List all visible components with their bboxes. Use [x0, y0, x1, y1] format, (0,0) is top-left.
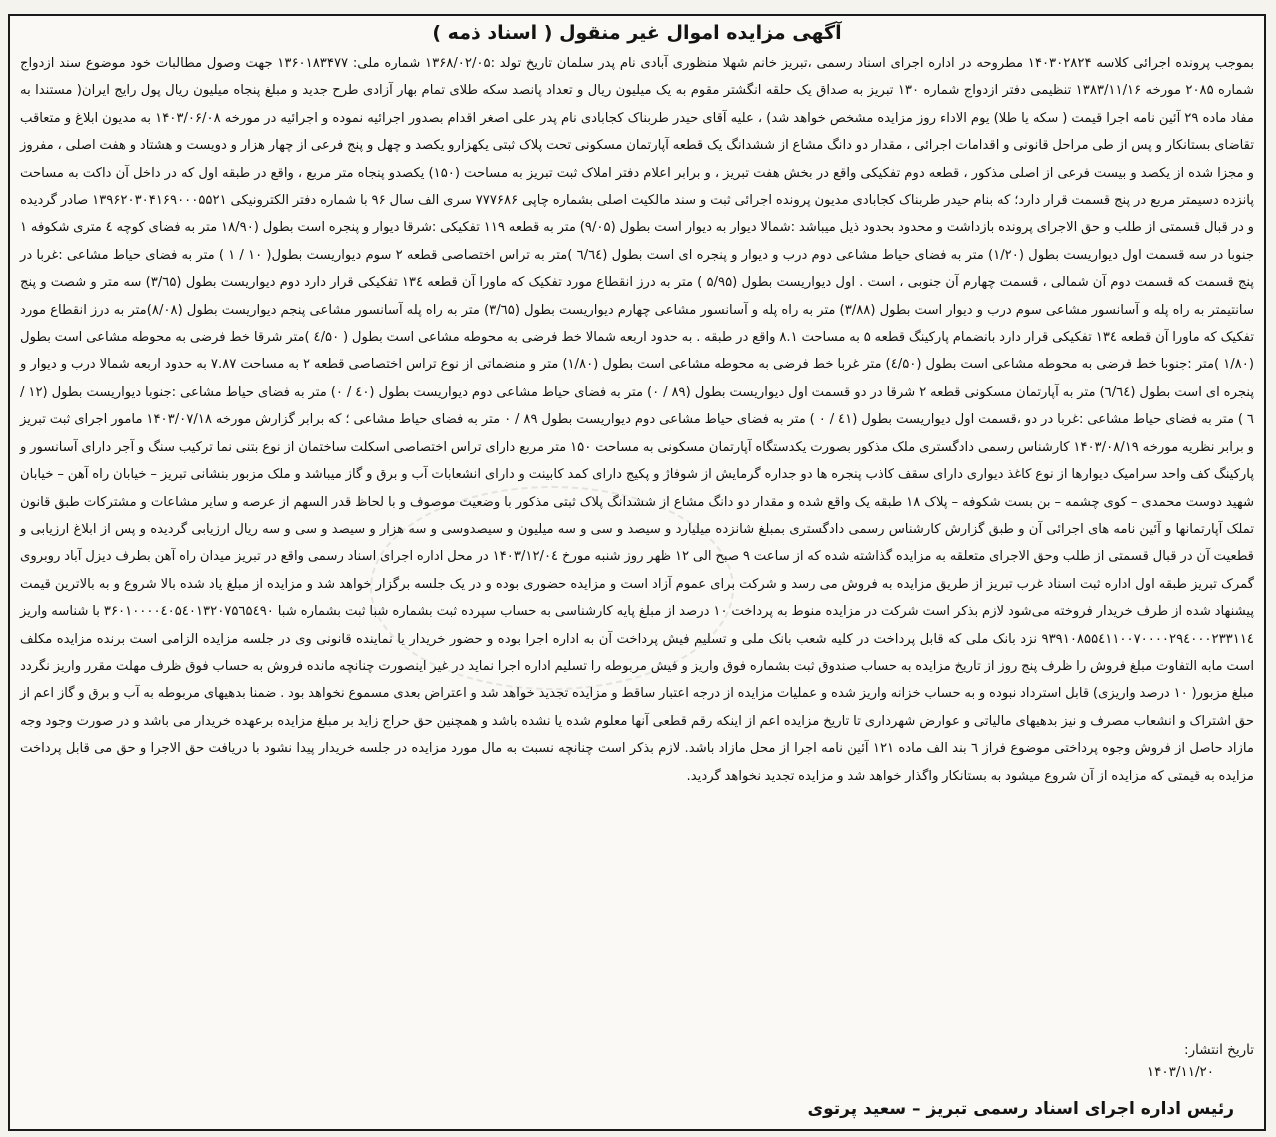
auction-notice: [8, 14, 1266, 1131]
publication-date-label: تاریخ انتشار:: [1184, 1042, 1254, 1058]
publication-date: [1147, 1039, 1254, 1083]
notice-title: آگهی مزایده اموال غیر منقول ( اسناد ذمه ): [432, 22, 842, 44]
signature-line: رئیس اداره اجرای اسناد رسمی تبریز – سعید پرتوی: [807, 1099, 1234, 1119]
publication-date-value: ۱۴۰۳/۱۱/۲۰: [1146, 1064, 1214, 1080]
notice-body: بموجب پرونده اجرائی کلاسه ۱۴۰۳۰۲۸۲۴ مطروحه در اداره اجرای اسناد رسمی ،تبریز خانم شهلا منظوری آبادی نام پدر سلمان تاریخ تولد :۱۳۶۸/۰۲/۰۵ شماره ملی: ۱۳۶۰۱۸۳۴۷۷ جهت وصول مطالبات خود موضوع سند ازدواج شماره ۲۰۸۵ مورخه ۱۳۸۳/۱۱/۱۶ تنظیمی دفتر ازدواج شماره ۱۳۰ تبریز به صداق یک حلقه انگشتر مقوم به یک میلیون ریال و تعداد پانصد سکه طلای تمام بهار آزادی طرح جدید و مبلغ پنجاه میلیون ریال پول رایج ایران( مستندا به مفاد ماده ۲۹ آئین نامه اجرا قیمت ( سکه یا طلا) یوم الاداء روز مزایده مشخص خواهد شد) ، علیه آقای حیدر طربناک کجابادی نام پدر علی اصغر اقدام بصدور اجرائیه نموده و اجرائیه در مورخه ۱۴۰۳/۰۶/۰۸ به مدیون ابلاغ و متعاقب تقاضای بستانکار و پس از طی مراحل قانونی و اقدامات اجرائی ، مقدار دو دانگ مشاع از ششدانگ یک قطعه آپارتمان مسکونی تحت پلاک ثبتی یکهزارو یکصد و چهل و پنج فرعی از چهار هزار و دویست و هشتاد و هفت اصلی ، مفروز و مجزا شده از یکصد و بیست فرعی از اصلی مذکور ، قطعه دوم تفکیکی واقع در بخش هفت تبریز ، و برابر اعلام دفتر املاک ثبت تبریز به مساحت (۱۵۰) یکصدو پنجاه متر مربع ، واقع در طبقه اول که در داخل آن داکت به مساحت پانزده دسیمتر مربع در پنج قسمت قرار دارد؛ که بنام حیدر طربناک کجابادی مدیون پرونده اجرائی ثبت و سند مالکیت اصلی بشماره چاپی ۷۷۷۶۸۶ سری الف سال ۹۶ با شماره دفتر الکترونیکی ۱۳۹۶۲۰۳۰۴۱۶۹۰۰۰۵۵۲۱ صادر گردیده و در قبال قسمتی از طلب و حق الاجرای پرونده بازداشت و محدود بحدود ذیل میباشد :شمالا دیوار به دیوار است بطول (۹/۰۵) متر به قطعه ۱۱۹ تفکیکی :شرقا دیوار و پنجره است بطول (۱۸/۹۰ متر به فضای کوچه ٤ متری شکوفه ۱ جنوبا در سه قسمت اول دیواریست بطول (۱/۲۰) متر به فضای حیاط مشاعی دوم درب و دیوار و پنجره ای است بطول (٦/٦٤ )متر به تراس اختصاصی قطعه ۲ سوم دیواریست بطول( ۱۰ / ۱ ) متر به فضای حیاط مشاعی :غربا در پنج قسمت که قسمت دوم آن شمالی ، قسمت چهارم آن جنوبی ، است . اول دیواریست بطول (۵/۹۵ ) متر به درز انقطاع مورد تفکیک که ماورا آن قطعه ۱۳٤ تفکیکی قرار دارد دوم دیواریست بطول (۳/٦۵) سه متر و شصت و پنج سانتیمتر به راه پله و آسانسور مشاعی سوم درب و دیوار است بطول (۳/۸۸) متر به راه پله و آسانسور مشاعی چهارم دیواریست بطول (۳/٦۵) متر به راه پله آسانسور مشاعی پنجم دیواریست بطول (۸/۰۸)متر به درز انقطاع مورد تفکیک که ماورا آن قطعه ۱۳٤ تفکیکی قرار دارد بانضمام پارکینگ قطعه ۵ به مساحت ۸.۱ واقع در طبقه . به حدود اربعه شمالا خط فرضی به محوطه مشاعی است بطول ( ٤/۵۰ )متر شرقا خط فرضی به محوطه مشاعی است بطول (۱/۸۰ )متر :جنوبا خط فرضی به محوطه مشاعی است بطول (٤/۵۰) متر غربا خط فرضی به محوطه مشاعی است بطول (۱/۸۰) متر و منضماتی از نوع تراس اختصاصی قطعه ۲ به مساحت ۷.۸۷ به حدود اربعه شمالا درب و دیوار و پنجره ای است بطول (٦/٦٤) متر به آپارتمان مسکونی قطعه ۲ شرقا در دو قسمت اول دیواریست بطول (۸۹ / ۰) متر به فضای حیاط مشاعی دوم دیواریست بطول (٤۰ / ۰) متر به فضای حیاط مشاعی :جنوبا دیواریست بطول (۱۲ / ٦ ) متر به فضای حیاط مشاعی :غربا در دو ،قسمت اول دیواریست بطول (٤۱ / ۰ ) متر به فضای حیاط مشاعی دوم دیواریست بطول ۸۹ / ۰ متر به فضای حیاط مشاعی ؛ که برابر گزارش مورخه ۱۴۰۳/۰۷/۱۸ مامور اجرای ثبت تبریز و برابر نظریه مورخه ۱۴۰۳/۰۸/۱۹ کارشناس رسمی دادگستری ملک مذکور بصورت یکدستگاه آپارتمان مسکونی به مساحت ۱۵۰ متر مربع دارای تراس اختصاصی اسکلت ساختمان از نوع بتنی نما ترکیب سنگ و آجر دارای آسانسور و پارکینگ کف واحد سرامیک دیوارها از نوع کاغذ دیواری دارای سقف کاذب پنجره ها دو جداره گرمایش از شوفاژ و پکیج دارای کمد کابینت و دارای انشعابات آب و برق و گاز میباشد و ملک مزبور بنشانی تبریز – خیابان راه آهن – خیابان شهید دوست محمدی – کوی چشمه – بن بست شکوفه – پلاک ۱۸ طبقه یک واقع شده و مقدار دو دانگ مشاع از ششدانگ پلاک ثبتی مذکور با وضعیت موصوف و با لحاظ قدر السهم از عرصه و سایر مشاعات و مشترکات طبق قانون تملک آپارتمانها و آئین نامه های اجرائی آن و طبق گزارش کارشناس رسمی دادگستری بمبلغ شانزده میلیارد و سیصد و سی و سه میلیون و سیصدوسی و سه هزار و سیصد و سی و سه ریال ارزیابی گردیده و پس از ابلاغ ارزیابی و قطعیت آن در قبال قسمتی از طلب وحق الاجرای متعلقه به مزایده گذاشته شده که از ساعت ۹ صبح الی ۱۲ ظهر روز شنبه مورخ ۱۴۰۳/۱۲/۰٤ در محل اداره اجرای اسناد رسمی واقع در تبریز میدان راه آهن بطرف دیزل آباد روبروی گمرک تبریز طبقه اول اداره ثبت اسناد غرب تبریز از طریق مزایده به فروش می رسد و شرکت برای عموم آزاد است و مزایده حضوری بوده و در یک جلسه برگزار خواهد شد و مزایده از مبلغ یاد شده بالا شروع و به بالاترین قیمت پیشنهاد شده از طرف خریدار فروخته می‌شود لازم بذکر است شرکت در مزایده منوط به پرداخت ۱۰ درصد از مبلغ پایه کارشناسی به حساب سپرده ثبت بشماره شبا ثبت بشماره شبا ۳۶۰۱۰۰۰۰٤۰۵٤۰۱۳۲۰۷۵٦۵٤۹۰ با شناسه واریز ۹۳۹۱۰۸۵۵٤۱۱۰۰۷۰۰۰۰۲۹٤۰۰۰۲۳۳۱۱٤ نزد بانک ملی که قابل پرداخت در کلیه شعب بانک ملی و تسلیم فیش پرداخت آن به اداره اجرا بوده و حضور خریدار یا نماینده قانونی وی در جلسه مزایده الزامی است برنده مزایده مکلف است مابه التفاوت مبلغ فروش را ظرف پنج روز از تاریخ مزایده به حساب صندوق ثبت بشماره فوق واریز و فیش مربوطه را تسلیم اداره اجرا نماید در غیر اینصورت چنانچه مانده فروش به حساب فوق ظرف مهلت مقرر واریز نگردد مبلغ مزبور( ۱۰ درصد واریزی) قابل استرداد نبوده و به حساب خزانه واریز شده و عملیات مزایده از درجه اعتبار ساقط و مزایده تجدید خواهد شد و اعتراض بعدی مسموع نخواهد بود . ضمنا بدهیهای مربوطه به آب و برق و گاز اعم از حق اشتراک و انشعاب مصرف و نیز بدهیهای مالیاتی و عوارض شهرداری تا تاریخ مزایده اعم از اینکه رقم قطعی آنها معلوم شده یا نشده باشد و همچنین حق حراج زاید بر مبلغ مزایده برعهده خریدار می باشد و در صورت وجود وجه مازاد حاصل از فروش وجوه پرداختی موضوع فراز ٦ بند الف ماده ۱۲۱ آئین نامه اجرا از محل مازاد باشد. لازم بذکر است چنانچه نسبت به مال مورد مزایده در جلسه خریدار پیدا نشود با دریافت حق الاجرا و حق می قابل پرداخت مزایده به قیمتی که مزایده از آن شروع میشود به بستانکار واگذار خواهد شد و مزایده تجدید نخواهد گردید.: [20, 56, 1255, 784]
